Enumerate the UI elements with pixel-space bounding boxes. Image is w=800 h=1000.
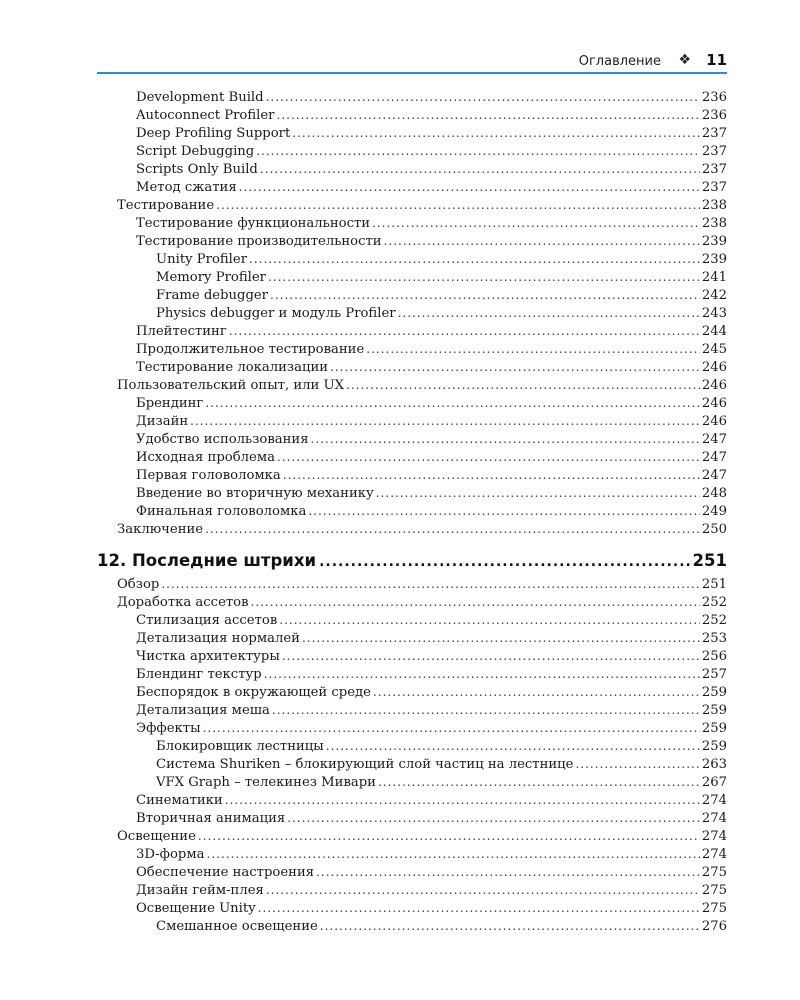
dot-leader <box>308 502 700 520</box>
toc-entry-title: Autoconnect Profiler <box>136 108 275 123</box>
toc-entry-title: Метод сжатия <box>136 180 237 195</box>
toc-entry-page: 275 <box>701 901 727 916</box>
page-number: 11 <box>706 51 727 69</box>
dot-leader <box>366 340 700 358</box>
toc-entry-page: 274 <box>701 811 727 826</box>
toc-entry-title: Брендинг <box>136 396 204 411</box>
toc-entry-page: 244 <box>701 324 727 339</box>
chapter-title: 12. Последние штрихи <box>97 551 317 570</box>
toc-entry <box>117 196 727 214</box>
dot-leader <box>272 701 700 719</box>
toc-entry-page: 276 <box>701 919 727 934</box>
toc-entry <box>117 232 727 250</box>
toc-entry-page: 236 <box>701 108 727 123</box>
dot-leader <box>283 466 700 484</box>
toc-entry-page: 249 <box>701 504 727 519</box>
dot-leader <box>268 268 700 286</box>
toc-entry-page: 247 <box>701 468 727 483</box>
dot-leader <box>326 737 700 755</box>
toc-entry-page: 237 <box>701 126 727 141</box>
toc-entry <box>117 286 727 304</box>
dot-leader <box>258 899 700 917</box>
toc-entry <box>117 791 727 809</box>
toc-entry-title: Тестирование функциональности <box>136 216 371 231</box>
chapter-page: 251 <box>692 551 727 570</box>
toc-entry-title: Стилизация ассетов <box>136 613 278 628</box>
toc-entry <box>117 520 727 538</box>
toc-entry-page: 252 <box>701 595 727 610</box>
toc-entry <box>117 863 727 881</box>
dot-leader <box>190 412 700 430</box>
toc-entry-title: Тестирование <box>117 198 215 213</box>
fleur-icon: ❖ <box>678 52 691 68</box>
dot-leader <box>205 520 700 538</box>
toc-entry <box>117 755 727 773</box>
dot-leader <box>277 106 700 124</box>
toc-entry <box>117 340 727 358</box>
toc-entry-title: Script Debugging <box>136 144 255 159</box>
toc-entry <box>117 484 727 502</box>
toc-entry-title: Дизайн <box>136 414 189 429</box>
dot-leader <box>216 196 700 214</box>
toc-entry <box>117 394 727 412</box>
toc-entry-page: 247 <box>701 450 727 465</box>
toc-entry <box>117 466 727 484</box>
dot-leader <box>316 863 700 881</box>
toc-entry-title: Плейтестинг <box>136 324 227 339</box>
dot-leader <box>384 232 700 250</box>
toc-entry-page: 267 <box>701 775 727 790</box>
toc-entry <box>117 881 727 899</box>
dot-leader <box>277 448 700 466</box>
toc-entry-title: Development Build <box>136 90 264 105</box>
toc-entry <box>117 701 727 719</box>
toc-entry <box>117 358 727 376</box>
toc-entry <box>117 647 727 665</box>
toc-entry-page: 246 <box>701 360 727 375</box>
toc-entry-title: Frame debugger <box>156 288 268 303</box>
dot-leader <box>292 124 700 142</box>
toc-entry-title: Смешанное освещение <box>156 919 318 934</box>
toc-entry-title: Physics debugger и модуль Profiler <box>156 306 396 321</box>
dot-leader <box>229 322 700 340</box>
toc-entry <box>117 629 727 647</box>
toc-entry-page: 259 <box>701 739 727 754</box>
toc-entry <box>117 683 727 701</box>
toc-entry <box>117 737 727 755</box>
toc-entry <box>117 917 727 935</box>
toc-entry <box>117 106 727 124</box>
toc-entry-title: Заключение <box>117 522 204 537</box>
dot-leader <box>372 214 700 232</box>
toc-entry <box>117 575 727 593</box>
toc-entry-title: Тестирование производительности <box>136 234 382 249</box>
toc-entry-title: Пользовательский опыт, или UX <box>117 378 345 393</box>
dot-leader <box>260 160 700 178</box>
dot-leader <box>376 484 700 502</box>
toc-entry-title: Освещение Unity <box>136 901 256 916</box>
toc-list-part2 <box>117 575 727 935</box>
toc-entry-title: Memory Profiler <box>156 270 266 285</box>
toc-entry-title: Первая головоломка <box>136 468 281 483</box>
toc-entry <box>117 809 727 827</box>
toc-entry-page: 274 <box>701 829 727 844</box>
toc-entry-page: 237 <box>701 144 727 159</box>
toc-entry-title: Deep Profiling Support <box>136 126 291 141</box>
running-header <box>97 50 727 72</box>
toc-entry-page: 242 <box>701 288 727 303</box>
toc-entry <box>117 88 727 106</box>
dot-leader <box>378 773 700 791</box>
dot-leader <box>205 394 699 412</box>
dot-leader <box>320 917 700 935</box>
toc-entry-title: Эффекты <box>136 721 201 736</box>
toc-entry-title: Доработка ассетов <box>117 595 249 610</box>
toc-entry-title: Продолжительное тестирование <box>136 342 365 357</box>
toc-entry-title: Система Shuriken – блокирующий слой частиц на лестнице <box>156 757 574 772</box>
dot-leader <box>373 683 700 701</box>
dot-leader <box>264 665 700 683</box>
toc-entry <box>117 827 727 845</box>
dot-leader <box>161 575 700 593</box>
toc-list-part1 <box>117 88 727 538</box>
toc-entry-page: 275 <box>701 865 727 880</box>
toc-entry-page: 239 <box>701 234 727 249</box>
toc-entry-page: 256 <box>701 649 727 664</box>
dot-leader <box>287 809 700 827</box>
toc-entry-page: 253 <box>701 631 727 646</box>
toc-entry <box>117 124 727 142</box>
dot-leader <box>266 881 700 899</box>
toc-entry-page: 238 <box>701 216 727 231</box>
toc-entry-page: 238 <box>701 198 727 213</box>
toc-entry-page: 250 <box>701 522 727 537</box>
toc-entry <box>117 502 727 520</box>
toc-entry-page: 239 <box>701 252 727 267</box>
header-divider <box>97 72 727 74</box>
toc-entry-page: 248 <box>701 486 727 501</box>
toc-entry-page: 237 <box>701 180 727 195</box>
toc-entry-page: 246 <box>701 378 727 393</box>
toc-entry-title: Беспорядок в окружающей среде <box>136 685 371 700</box>
toc-entry <box>117 412 727 430</box>
dot-leader <box>302 629 700 647</box>
toc-entry <box>117 268 727 286</box>
toc-entry <box>117 593 727 611</box>
toc-entry <box>117 322 727 340</box>
chapter-heading <box>97 551 727 570</box>
toc-entry-title: Обзор <box>117 577 160 592</box>
toc-entry-page: 275 <box>701 883 727 898</box>
toc-entry <box>117 899 727 917</box>
toc-entry <box>117 142 727 160</box>
toc-entry <box>117 719 727 737</box>
toc-entry-title: Дизайн гейм-плея <box>136 883 264 898</box>
dot-leader <box>225 791 700 809</box>
toc-entry <box>117 304 727 322</box>
dot-leader <box>249 250 700 268</box>
dot-leader <box>282 647 700 665</box>
dot-leader <box>575 755 699 773</box>
toc-entry <box>117 430 727 448</box>
toc-entry <box>117 665 727 683</box>
toc-entry-page: 251 <box>701 577 727 592</box>
toc-entry-page: 237 <box>701 162 727 177</box>
dot-leader <box>198 827 700 845</box>
toc-entry-page: 241 <box>701 270 727 285</box>
toc-entry-title: VFX Graph – телекинез Мивари <box>156 775 376 790</box>
dot-leader <box>266 88 700 106</box>
dot-leader <box>398 304 700 322</box>
toc-entry-title: Исходная проблема <box>136 450 275 465</box>
toc-entry-title: Детализация меша <box>136 703 270 718</box>
toc-entry-page: 259 <box>701 721 727 736</box>
toc-entry-page: 263 <box>701 757 727 772</box>
dot-leader <box>270 286 700 304</box>
toc-entry-title: Блокировщик лестницы <box>156 739 324 754</box>
toc-entry-page: 252 <box>701 613 727 628</box>
toc-entry-page: 274 <box>701 847 727 862</box>
toc-entry-title: Финальная головоломка <box>136 504 307 519</box>
toc-entry-title: Детализация нормалей <box>136 631 300 646</box>
toc-entry <box>117 611 727 629</box>
toc-entry-page: 246 <box>701 396 727 411</box>
toc-entry-title: Освещение <box>117 829 196 844</box>
dot-leader <box>319 554 689 570</box>
toc-entry-title: 3D-форма <box>136 847 205 862</box>
running-header-title: Оглавление <box>578 54 661 69</box>
dot-leader <box>239 178 700 196</box>
toc-entry-title: Введение во вторичную механику <box>136 486 374 501</box>
dot-leader <box>311 430 700 448</box>
toc-entry-title: Синематики <box>136 793 223 808</box>
toc-entry <box>117 773 727 791</box>
toc-entry <box>117 250 727 268</box>
dot-leader <box>279 611 700 629</box>
dot-leader <box>251 593 700 611</box>
toc-entry <box>117 214 727 232</box>
dot-leader <box>346 376 700 394</box>
toc-entry-title: Блендинг текстур <box>136 667 262 682</box>
toc-entry-title: Scripts Only Build <box>136 162 258 177</box>
toc-entry-title: Чистка архитектуры <box>136 649 280 664</box>
toc-entry-page: 274 <box>701 793 727 808</box>
toc-entry-page: 246 <box>701 414 727 429</box>
toc-entry-title: Вторичная анимация <box>136 811 286 826</box>
toc-entry-title: Unity Profiler <box>156 252 248 267</box>
toc-entry-page: 243 <box>701 306 727 321</box>
toc-entry-page: 259 <box>701 703 727 718</box>
toc-entry <box>117 448 727 466</box>
toc-entry-page: 247 <box>701 432 727 447</box>
toc-entry-page: 245 <box>701 342 727 357</box>
toc-entry <box>117 160 727 178</box>
dot-leader <box>203 719 700 737</box>
dot-leader <box>207 845 700 863</box>
toc-entry <box>117 376 727 394</box>
toc-entry-title: Удобство использования <box>136 432 309 447</box>
toc-entry-page: 236 <box>701 90 727 105</box>
toc-entry-title: Тестирование локализации <box>136 360 329 375</box>
dot-leader <box>330 358 700 376</box>
toc-entry-page: 257 <box>701 667 727 682</box>
dot-leader <box>256 142 700 160</box>
toc-entry <box>117 178 727 196</box>
toc-entry-page: 259 <box>701 685 727 700</box>
toc-entry <box>117 845 727 863</box>
toc-entry-title: Обеспечение настроения <box>136 865 315 880</box>
